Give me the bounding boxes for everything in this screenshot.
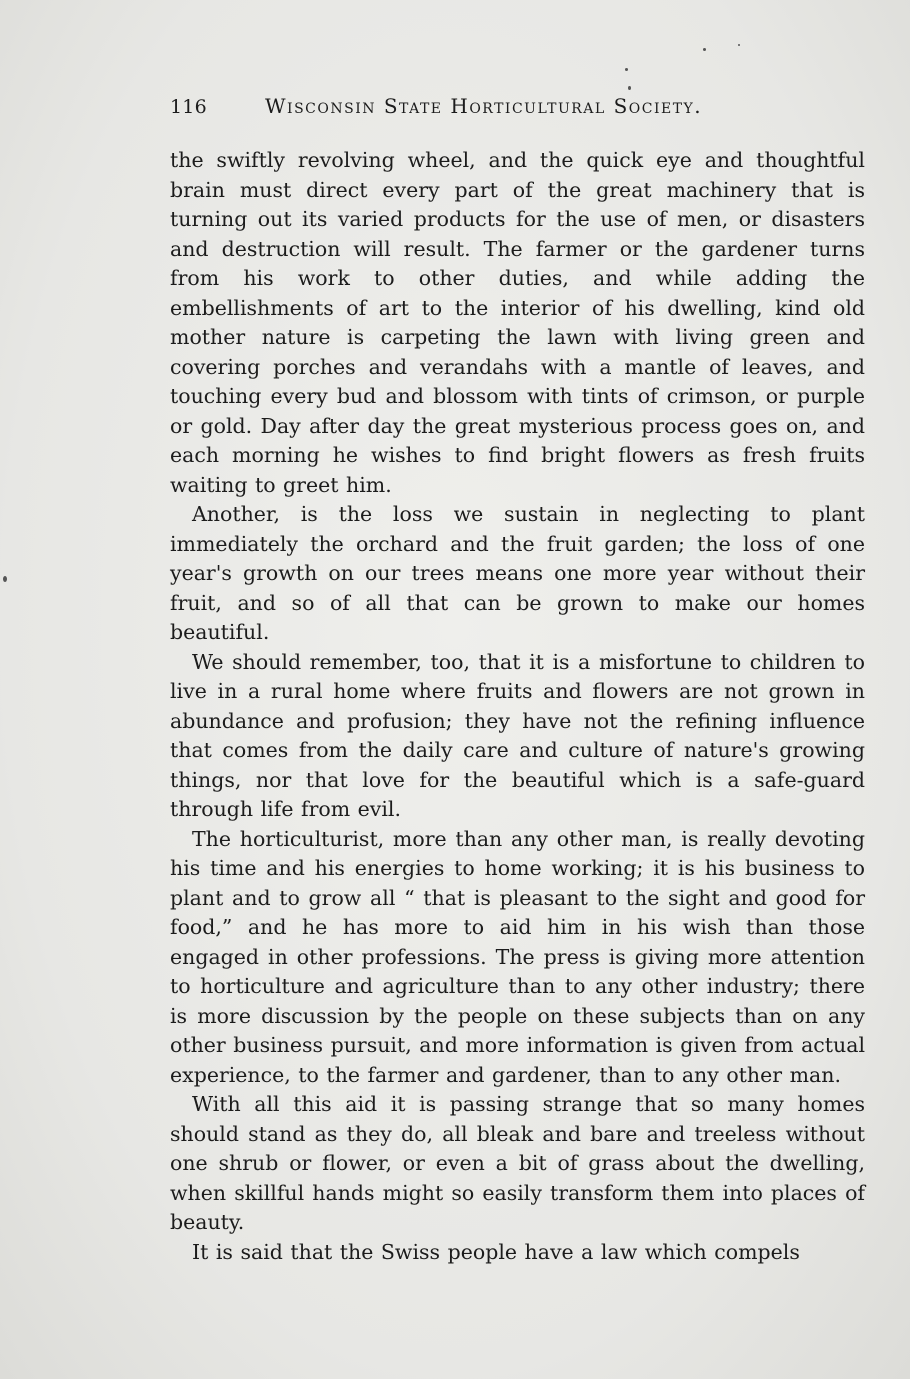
paragraph: We should remember, too, that it is a misfortune to children to live in a rural home where fruits and flowers are not grown in abundance and profusion; they have not the refining influence that comes from the daily care and culture of nature's growing things, nor that love for the beautiful which is a safe-guard through life from evil. (170, 649, 865, 821)
page-speck (628, 86, 631, 90)
paragraph: the swiftly revolving wheel, and the quick eye and thoughtful brain must direct every part of the great machinery that is turning out its varied products for the use of men, or disasters and destruction will result. The farmer or the gardener turns from his work to other duties, and while adding the embellishments of art to the interior of his dwelling, kind old mother nature is carpeting the lawn with living green and covering porches and verandahs with a mantle of leaves, and touching every bud and blossom with tints of crimson, or purple or gold. Day after day the great mysterious process goes on, and each morning he wishes to find bright flowers as fresh fruits waiting to greet him. (170, 148, 865, 497)
body-text (170, 146, 865, 1267)
page-speck (3, 576, 7, 582)
paragraph: With all this aid it is passing strange that so many homes should stand as they do, all bleak and bare and treeless without one shrub or flower, or even a bit of grass about the dwelling, when skillful hands might so easily transform them into places of beauty. (170, 1092, 865, 1234)
paragraph: Another, is the loss we sustain in neglecting to plant immediately the orchard and the fruit garden; the loss of one year's growth on our trees means one more year without their fruit, and so of all that can be grown to make our homes beautiful. (170, 502, 865, 644)
page-number: 116 (170, 96, 207, 118)
page-speck (625, 68, 628, 71)
page-speck (738, 44, 740, 46)
running-head (170, 94, 870, 122)
page-speck (703, 48, 706, 51)
paragraph: It is said that the Swiss people have a law which compels (192, 1239, 800, 1264)
running-title: Wisconsin State Horticultural Society. (265, 94, 703, 118)
paragraph: The horticulturist, more than any other man, is really devoting his time and his energies to home working; it is his business to plant and to grow all “ that is pleasant to the sight and good for food,” and he has more to aid him in his wish than those engaged in other professions. The press is giving more attention to horticulture and agriculture than to any other industry; there is more discussion by the people on these subjects than on any other business pursuit, and more information is given from actual experience, to the farmer and gardener, than to any other man. (170, 826, 865, 1087)
